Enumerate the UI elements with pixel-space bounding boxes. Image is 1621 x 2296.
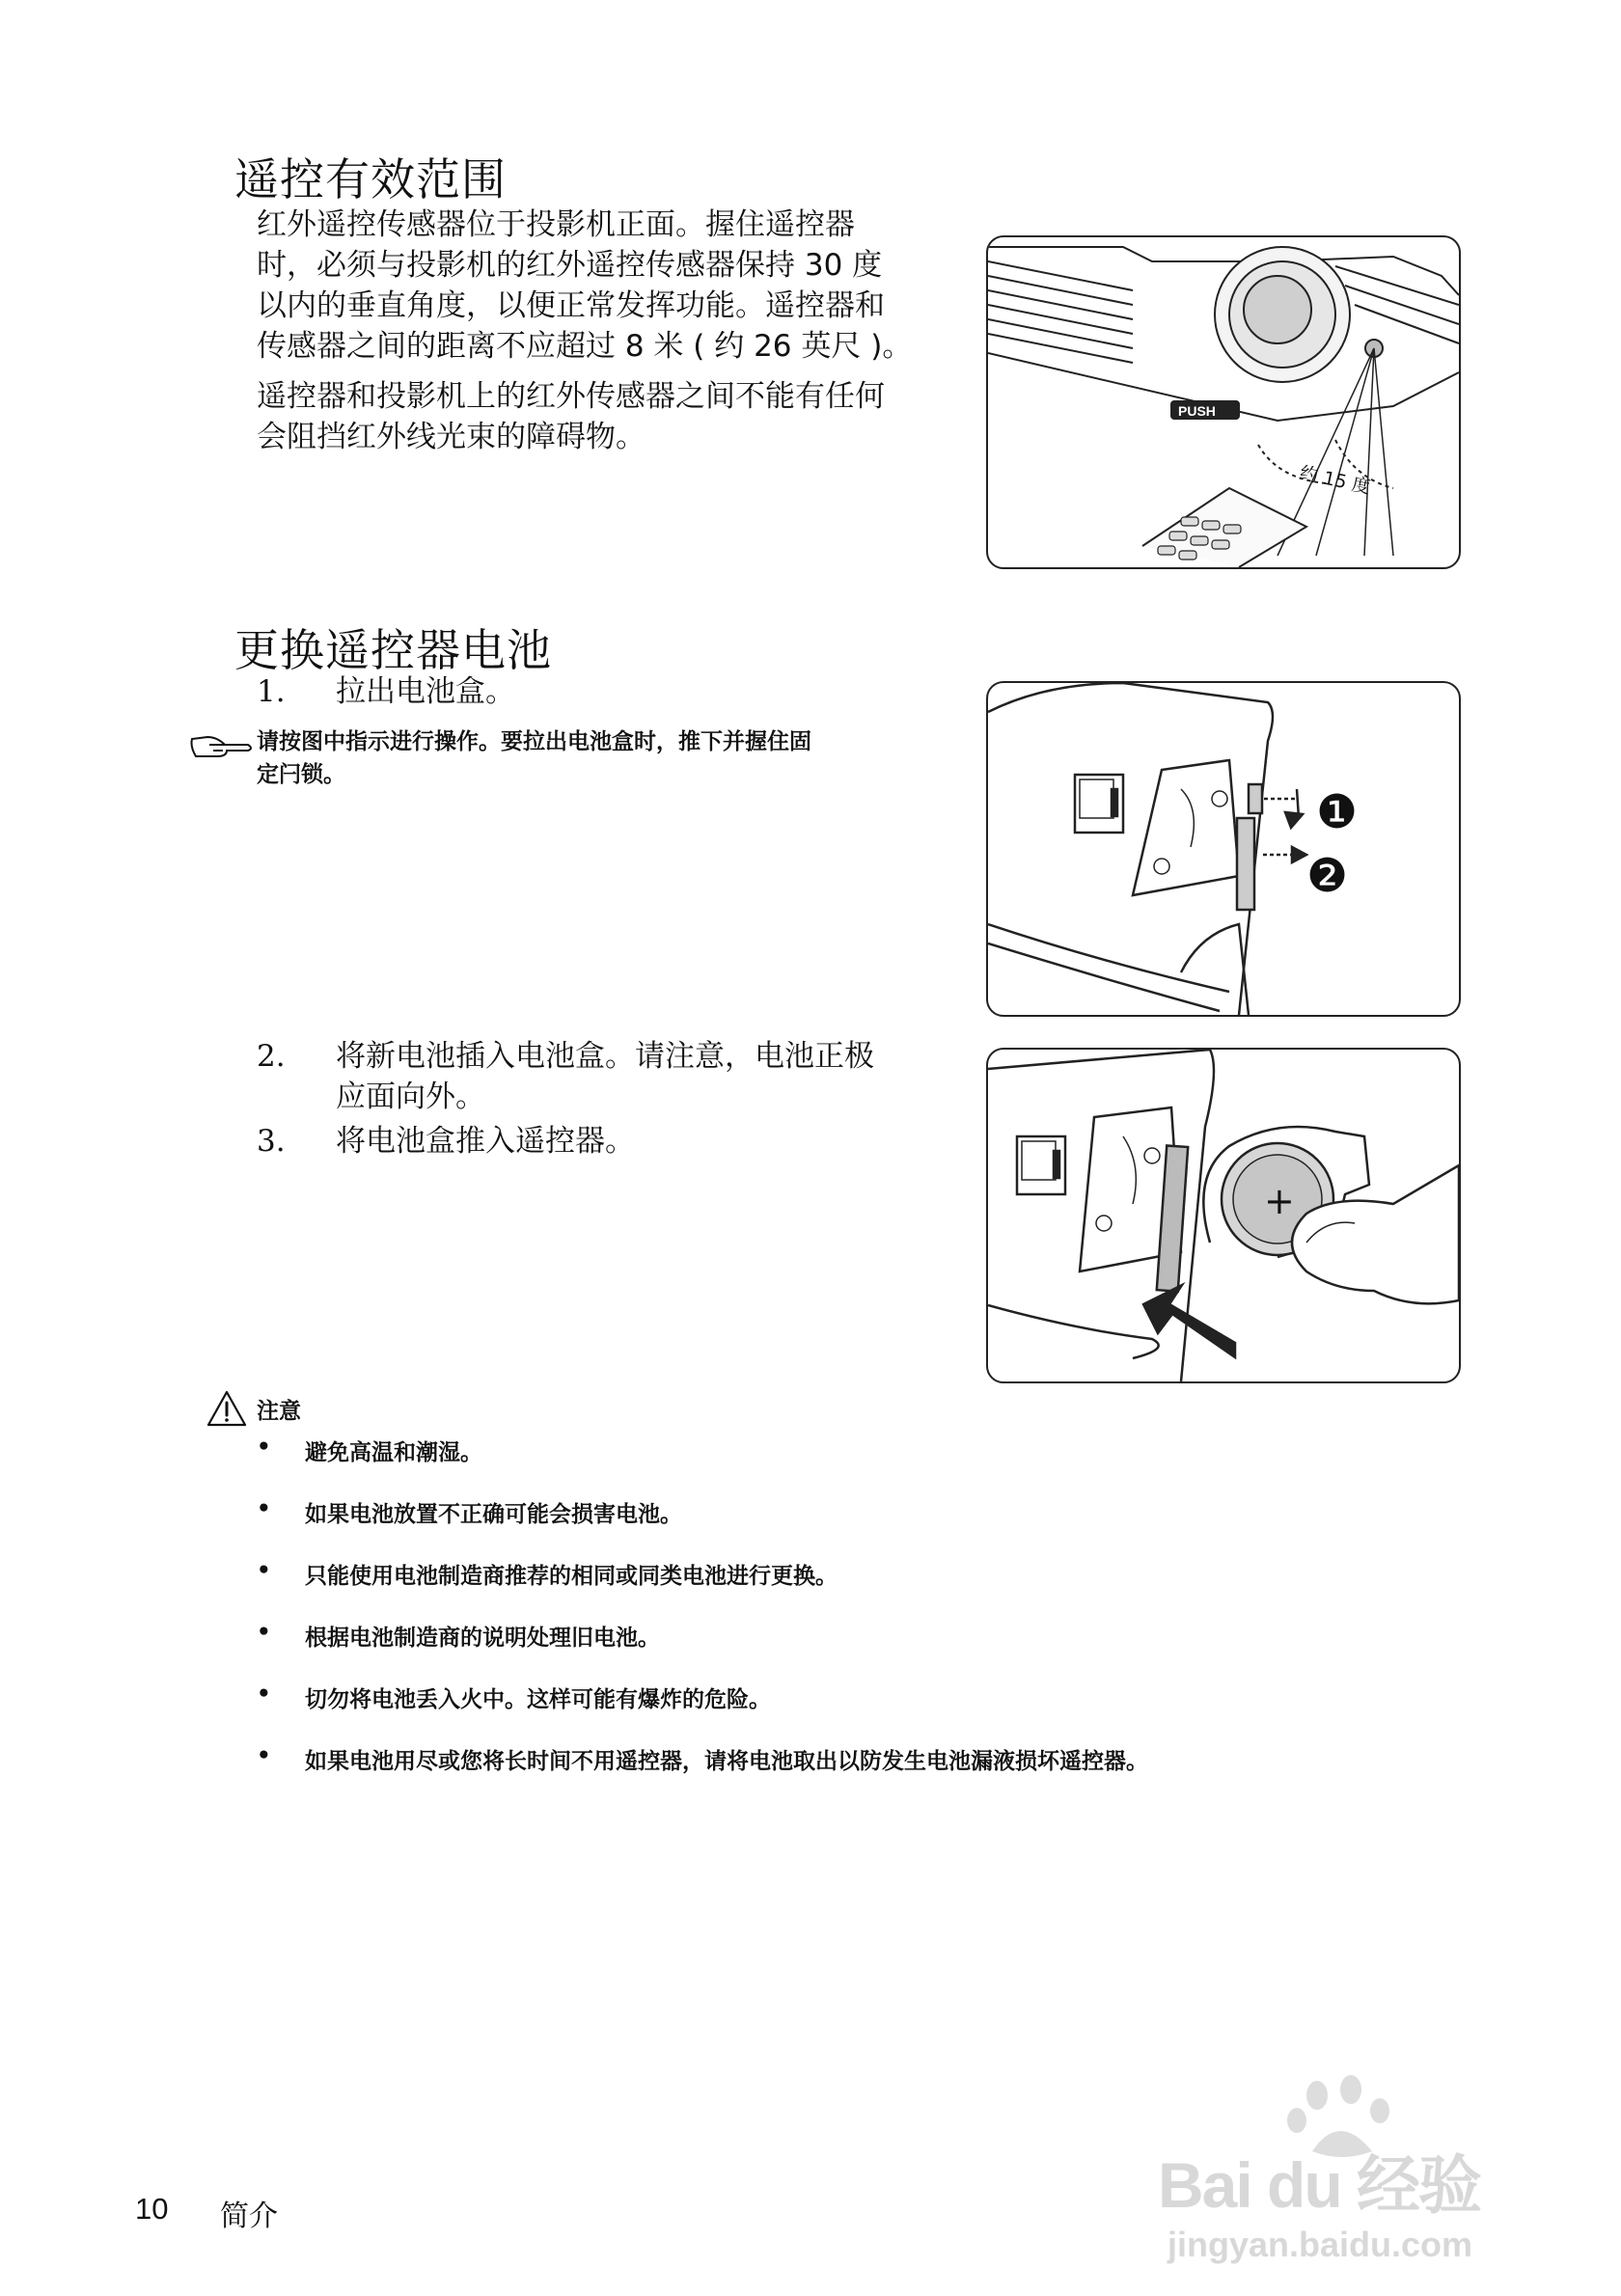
- text-line: 时，必须与投影机的红外遥控传感器保持 30 度: [257, 248, 883, 283]
- step-2: [257, 1036, 971, 1117]
- caution-item-text: 只能使用电池制造商推荐的相同或同类电池进行更换。: [305, 1564, 838, 1589]
- step-3: [257, 1121, 971, 1162]
- text-line: 定闩锁。: [257, 762, 345, 787]
- step-number: 3.: [257, 1124, 286, 1159]
- text-line: 应面向外。: [336, 1080, 485, 1114]
- step-text: 将电池盒推入遥控器。: [336, 1124, 635, 1159]
- text-line: 将新电池插入电池盒。请注意，电池正极: [336, 1039, 874, 1074]
- text-line: 遥控器和投影机上的红外传感器之间不能有任何: [257, 379, 885, 414]
- caution-title: 注意: [257, 1399, 301, 1424]
- remote-range-paragraph-1: [257, 205, 971, 367]
- angle-label: 约 15 度: [1297, 462, 1373, 499]
- section-title-replace-battery: 更换遥控器电池: [234, 624, 552, 676]
- page-number: 10: [135, 2192, 169, 2226]
- step-text: 拉出电池盒。: [336, 674, 515, 709]
- baidu-jingyan-watermark: [1139, 2074, 1544, 2277]
- step-1: [257, 671, 836, 712]
- battery-tray-pull-figure: [986, 681, 1461, 1017]
- projector-remote-figure: [986, 235, 1461, 569]
- tip-note: [257, 725, 971, 791]
- bullet-icon: •: [257, 1496, 271, 1521]
- text-line: 红外遥控传感器位于投影机正面。握住遥控器: [257, 207, 855, 242]
- text-line: 以内的垂直角度，以便正常发挥功能。遥控器和: [257, 288, 885, 323]
- bullet-icon: •: [257, 1620, 271, 1645]
- caution-item-text: 根据电池制造商的说明处理旧电池。: [305, 1626, 660, 1651]
- footer-section-title: 简介: [220, 2200, 278, 2233]
- pointing-hand-icon: [188, 731, 256, 762]
- step-marker-1: ❶: [1316, 785, 1359, 839]
- bullet-icon: •: [257, 1743, 271, 1768]
- caution-item-text: 如果电池放置不正确可能会损害电池。: [305, 1502, 682, 1527]
- text-line: 请按图中指示进行操作。要拉出电池盒时，推下并握住固: [257, 729, 811, 754]
- caution-item-text: 避免高温和潮湿。: [305, 1440, 482, 1465]
- bullet-icon: •: [257, 1558, 271, 1583]
- step-number: 2.: [257, 1039, 286, 1074]
- watermark-brand: Bai du 经验: [1158, 2149, 1481, 2221]
- section-title-remote-range: 遥控有效范围: [234, 153, 507, 205]
- step-marker-2: ❷: [1306, 849, 1349, 903]
- caution-item-text: 切勿将电池丢入火中。这样可能有爆炸的危险。: [305, 1687, 771, 1712]
- caution-item-text: 如果电池用尽或您将长时间不用遥控器，请将电池取出以防发生电池漏液损坏遥控器。: [305, 1749, 1148, 1774]
- warning-triangle-icon: [206, 1389, 248, 1428]
- step-number: 1.: [257, 674, 286, 709]
- text-line: 传感器之间的距离不应超过 8 米 ( 约 26 英尺 )。: [257, 329, 913, 364]
- battery-insert-figure: [986, 1048, 1461, 1383]
- positive-terminal-mark: +: [1264, 1180, 1295, 1222]
- push-label: PUSH: [1178, 403, 1216, 419]
- bullet-icon: •: [257, 1435, 271, 1460]
- watermark-url: jingyan.baidu.com: [1168, 2225, 1473, 2264]
- remote-range-paragraph-2: [257, 376, 971, 457]
- bullet-icon: •: [257, 1681, 271, 1707]
- text-line: 会阻挡红外线光束的障碍物。: [257, 420, 646, 454]
